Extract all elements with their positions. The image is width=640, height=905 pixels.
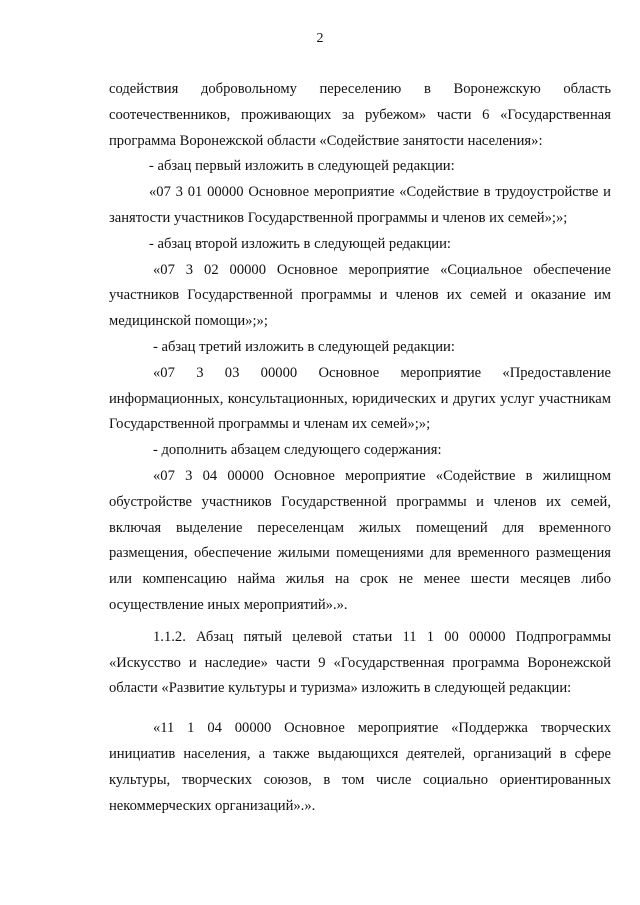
paragraph-quote-11-1-04: «11 1 04 00000 Основное мероприятие «Поддержка творческих инициатив населения, а также выдающихся деятелей, организаций в сфере культуры, творческих союзов, в том числе социально ориентированных некоммерческих организаций».». xyxy=(109,720,611,814)
paragraph-instruction-add: - дополнить абзацем следующего содержания: xyxy=(153,442,442,459)
paragraph-quote-07-3-03: «07 3 03 00000 Основное мероприятие «Предоставление информационных, консультационных, юридических и других услуг участникам Государственной программы и членам их семей»;»; xyxy=(109,364,611,433)
paragraph-instruction-second: - абзац второй изложить в следующей редакции: xyxy=(149,235,451,252)
paragraph-quote-07-3-01: «07 3 01 00000 Основное мероприятие «Содействие в трудоустройстве и занятости участников Государственной программы и членов их семей»;»; xyxy=(109,184,611,226)
document-body xyxy=(109,77,611,819)
paragraph-quote-07-3-02: «07 3 02 00000 Основное мероприятие «Социальное обеспечение участников Государственной программы и членов их семей и оказание им медицинской помощи»;»; xyxy=(109,261,611,330)
paragraph-instruction-first: - абзац первый изложить в следующей редакции: xyxy=(149,158,455,175)
paragraph-instruction-third: - абзац третий изложить в следующей редакции: xyxy=(153,338,455,355)
paragraph-quote-07-3-04: «07 3 04 00000 Основное мероприятие «Содействие в жилищном обустройстве участников Государственной программы и членов их семей, включая выделение переселенцам жилых помещений для временного размещения, обеспечение жилыми помещениями для временного размещения или компенсацию найма жилья на срок не менее шести месяцев либо осуществление иных мероприятий».». xyxy=(109,467,611,613)
paragraph-intro: содействия добровольному переселению в Воронежскую область соотечественников, проживающих за рубежом» части 6 «Государственная программа Воронежской области «Содействие занятости населения»: xyxy=(109,81,611,149)
page-number: 2 xyxy=(316,31,324,46)
paragraph-section-1-1-2: 1.1.2. Абзац пятый целевой статьи 11 1 00 00000 Подпрограммы «Искусство и наследие» части 9 «Государственная программа Воронежской области «Развитие культуры и туризма» изложить в следующей редакции: xyxy=(109,628,611,697)
